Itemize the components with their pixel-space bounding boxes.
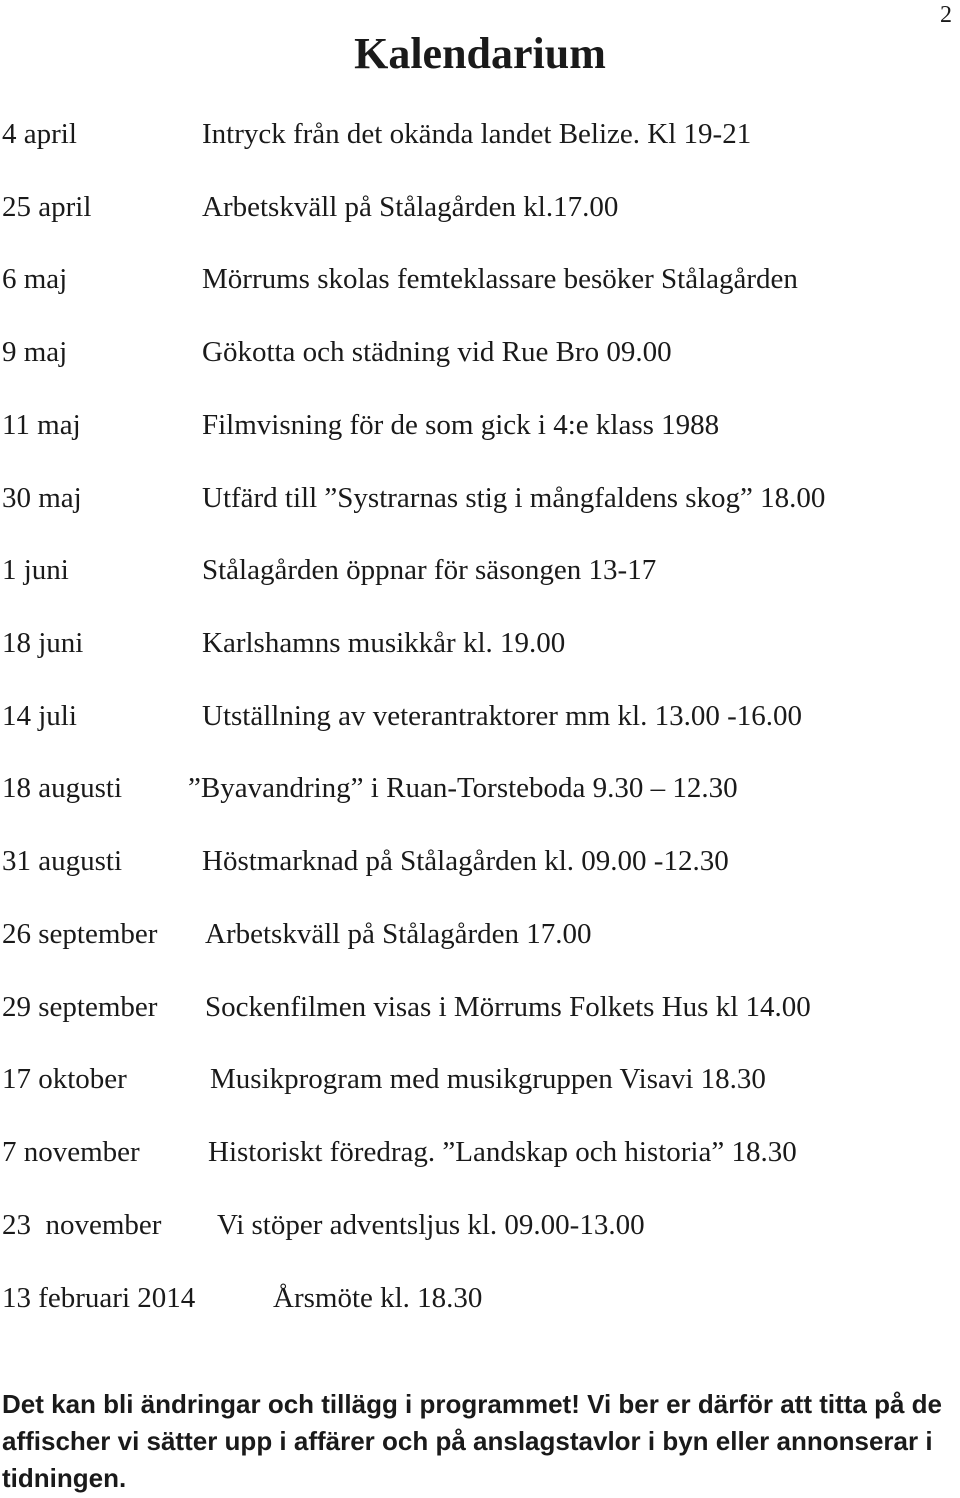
event-description: Musikprogram med musikgruppen Visavi 18.30: [210, 1063, 766, 1095]
event-description: Höstmarknad på Stålagården kl. 09.00 -12.30: [202, 845, 729, 877]
event-row: [0, 1059, 940, 1099]
event-row: [0, 1132, 940, 1172]
event-row: [0, 187, 940, 227]
event-row: [0, 478, 940, 518]
event-description: Karlshamns musikkår kl. 19.00: [202, 627, 566, 659]
event-description: Arbetskväll på Stålagården kl.17.00: [202, 191, 619, 223]
event-date: 1 juni: [2, 554, 69, 586]
event-row: [0, 1205, 940, 1245]
event-description: Årsmöte kl. 18.30: [273, 1282, 483, 1314]
event-date: 17 oktober: [2, 1063, 127, 1095]
event-date: 18 augusti: [2, 772, 123, 804]
event-description: Filmvisning för de som gick i 4:e klass 1988: [202, 409, 720, 441]
event-row: [0, 696, 940, 736]
event-description: Mörrums skolas femteklassare besöker Stålagården: [202, 263, 798, 295]
event-date: 23 november: [2, 1209, 162, 1241]
event-description: Utställning av veterantraktorer mm kl. 13.00 -16.00: [202, 700, 802, 732]
event-description: Intryck från det okända landet Belize. Kl 19-21: [202, 118, 752, 150]
page-title: Kalendarium: [354, 29, 606, 78]
event-row: [0, 405, 940, 445]
event-row: [0, 332, 940, 372]
event-date: 14 juli: [2, 700, 77, 732]
event-date: 31 augusti: [2, 845, 123, 877]
event-date: 9 maj: [2, 336, 68, 368]
event-date: 18 juni: [2, 627, 84, 659]
event-description: ”Byavandring” i Ruan-Torsteboda 9.30 – 12.30: [188, 772, 738, 804]
event-date: 30 maj: [2, 482, 82, 514]
program-change-notice: Det kan bli ändringar och tillägg i programmet! Vi ber er därför att titta på de affischer vi sätter upp i affärer och på anslagstavlor i byn eller annonserar i tidningen.: [2, 1389, 943, 1493]
event-description: Arbetskväll på Stålagården 17.00: [205, 918, 592, 950]
event-row: [0, 841, 940, 881]
event-description: Vi stöper adventsljus kl. 09.00-13.00: [217, 1209, 645, 1241]
event-description: Sockenfilmen visas i Mörrums Folkets Hus kl 14.00: [205, 991, 811, 1023]
page-number: 2: [940, 2, 952, 28]
event-row: [0, 914, 940, 954]
event-date: 13 februari 2014: [2, 1282, 196, 1314]
event-row: [0, 623, 940, 663]
event-date: 29 september: [2, 991, 158, 1023]
event-row: [0, 987, 940, 1027]
event-date: 4 april: [2, 118, 77, 150]
event-date: 6 maj: [2, 263, 68, 295]
event-description: Utfärd till ”Systrarnas stig i mångfaldens skog” 18.00: [202, 482, 826, 514]
event-date: 11 maj: [2, 409, 81, 441]
event-description: Gökotta och städning vid Rue Bro 09.00: [202, 336, 672, 368]
event-description: Historiskt föredrag. ”Landskap och historia” 18.30: [208, 1136, 797, 1168]
event-row: [0, 550, 940, 590]
event-row: [0, 1278, 940, 1318]
event-row: [0, 259, 940, 299]
event-date: 26 september: [2, 918, 158, 950]
event-row: [0, 114, 940, 154]
event-date: 7 november: [2, 1136, 140, 1168]
event-description: Stålagården öppnar för säsongen 13-17: [202, 554, 657, 586]
event-date: 25 april: [2, 191, 92, 223]
event-row: [0, 768, 940, 808]
